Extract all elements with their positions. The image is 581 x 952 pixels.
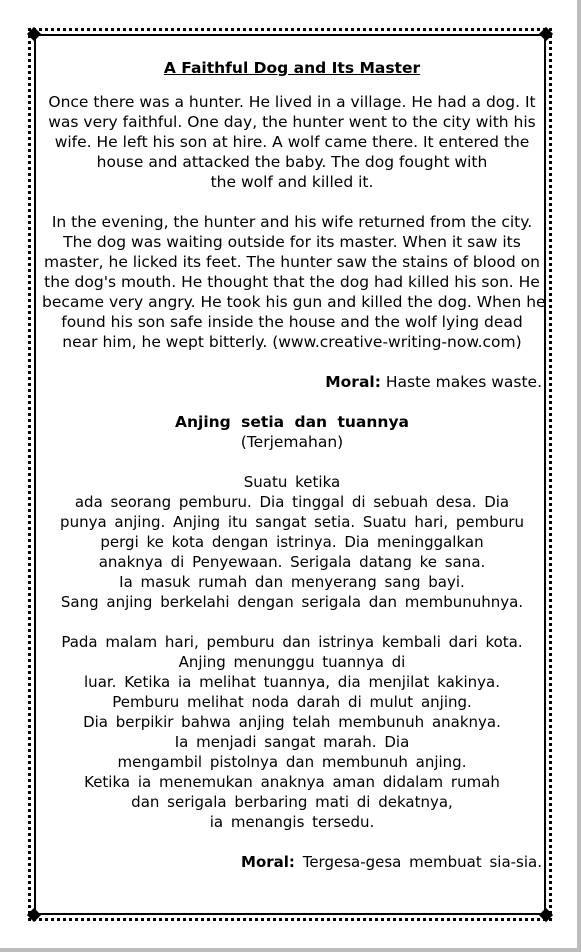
text-line: Pemburu melihat noda darah di mulut anjing. [112,693,472,711]
text-line: The dog was waiting outside for its master. When it saw its [63,233,521,251]
text-line: the dog's mouth. He thought that the dog had killed his son. He [44,273,540,291]
translation-title: Anjing setia dan tuannya [174,413,410,431]
translation-paragraph-1 [42,472,542,612]
story-title: A Faithful Dog and Its Master [163,59,421,77]
story-paragraph-2 [42,212,546,352]
translation-paragraph-2 [42,632,542,832]
text-line: found his son safe inside the house and the wolf lying dead [61,313,523,331]
text-line: near him, he wept bitterly. (www.creative-writing-now.com) [62,333,522,351]
moral-label: Moral: [241,853,295,871]
text-line: Dia berpikir bahwa anjing telah membunuh anaknya. [83,713,501,731]
text-line: became very angry. He took his gun and killed the dog. When he [42,293,546,311]
text-line: Ia masuk rumah dan menyerang sang bayi. [119,573,465,591]
text-line: Suatu ketika [243,473,341,491]
text-line: ada seorang pemburu. Dia tinggal di sebuah desa. Dia [74,493,510,511]
text-line: luar. Ketika ia melihat tuannya, dia menjilat kakinya. [84,673,500,691]
story-paragraph-1 [42,92,542,192]
document-body [42,58,546,872]
text-line: wife. He left his son at hire. A wolf came there. It entered the [54,133,530,151]
text-line: Ia menjadi sangat marah. Dia [174,733,410,751]
text-line: In the evening, the hunter and his wife returned from the city. [51,213,533,231]
text-line: house and attacked the baby. The dog fought with [96,153,488,171]
text-line: mengambil pistolnya dan membunuh anjing. [117,753,467,771]
moral-text: Tergesa-gesa membuat sia-sia. [302,853,542,871]
text-line: master, he licked its feet. The hunter saw the stains of blood on [43,253,541,271]
text-line: the wolf and killed it. [210,173,374,191]
text-line: dan serigala berbaring mati di dekatnya, [131,793,453,811]
text-line: punya anjing. Anjing itu sangat setia. Suatu hari, pemburu [60,513,524,531]
text-line: ia menangis tersedu. [209,813,375,831]
moral-text: Haste makes waste. [385,373,542,391]
text-line: Anjing menunggu tuannya di [178,653,406,671]
translation-moral [42,852,542,872]
story-moral [42,372,542,392]
text-line: anaknya di Penyewaan. Serigala datang ke sana. [98,553,486,571]
moral-label: Moral: [325,373,381,391]
text-line: pergi ke kota dengan istrinya. Dia meninggalkan [100,533,484,551]
text-line: Pada malam hari, pemburu dan istrinya kembali dari kota. [61,633,523,651]
text-line: Ketika ia menemukan anaknya aman didalam rumah [84,773,500,791]
translation-note: (Terjemahan) [240,433,344,451]
text-line: Once there was a hunter. He lived in a village. He had a dog. It [48,93,536,111]
text-line: was very faithful. One day, the hunter went to the city with his [48,113,536,131]
text-line: Sang anjing berkelahi dengan serigala dan membunuhnya. [60,593,524,611]
